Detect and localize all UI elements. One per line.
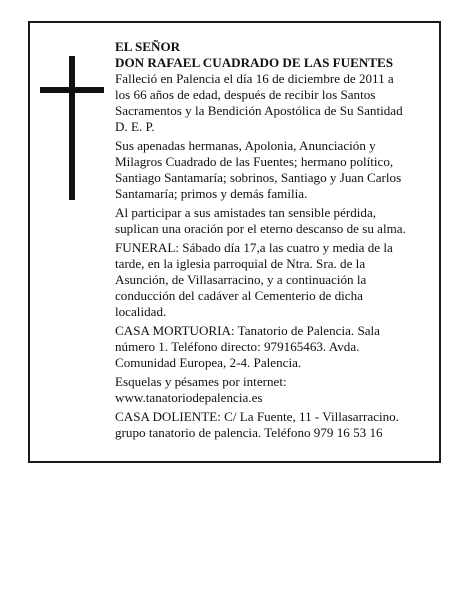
cross-horizontal-bar — [40, 87, 104, 93]
text-line: Comunidad Europea, 2-4. Palencia. — [115, 355, 302, 370]
honorific: EL SEÑOR — [115, 39, 181, 54]
text-line: Santamaría; primos y demás familia. — [115, 186, 308, 201]
text-line: Asunción, de Villasarracino, y a continuación la — [115, 272, 367, 287]
text-line: FUNERAL: Sábado día 17,a las cuatro y media de la — [115, 240, 393, 255]
mortuary-paragraph — [115, 323, 437, 371]
notice-text — [115, 39, 437, 441]
text-line: número 1. Teléfono directo: 979165463. Avda. — [115, 339, 360, 354]
text-line: suplican una oración por el eterno descanso de su alma. — [115, 221, 406, 236]
cross-vertical-bar — [69, 56, 75, 200]
text-line: conducción del cadáver al Cementerio de dicha — [115, 288, 363, 303]
deceased-name: DON RAFAEL CUADRADO DE LAS FUENTES — [115, 55, 394, 70]
text-line: Sacramentos y la Bendición Apostólica de Su Santidad — [115, 103, 403, 118]
text-line: localidad. — [115, 304, 167, 319]
text-line: Milagros Cuadrado de las Fuentes; hermano político, — [115, 154, 394, 169]
text-line: Sus apenadas hermanas, Apolonia, Anunciación y — [115, 138, 376, 153]
text-line: CASA DOLIENTE: C/ La Fuente, 11 - Villasarracino. — [115, 409, 399, 424]
text-line: CASA MORTUORIA: Tanatorio de Palencia. Sala — [115, 323, 380, 338]
text-line: tarde, en la iglesia parroquial de Ntra. Sra. de la — [115, 256, 366, 271]
death-announcement — [115, 71, 437, 135]
text-line: D. E. P. — [115, 119, 155, 134]
funeral-paragraph — [115, 240, 437, 320]
text-line: Santiago Santamaría; sobrinos, Santiago y Juan Carlos — [115, 170, 402, 185]
text-line: Esquelas y pésames por internet: — [115, 374, 287, 389]
cross-icon — [40, 56, 104, 200]
text-line: Falleció en Palencia el día 16 de diciembre de 2011 a — [115, 71, 394, 86]
text-line: los 66 años de edad, después de recibir los Santos — [115, 87, 376, 102]
text-line: grupo tanatorio de palencia. Teléfono 979 16 53 16 — [115, 425, 383, 440]
prayer-request-paragraph — [115, 205, 437, 237]
grieving-home-paragraph — [115, 409, 437, 441]
text-line: Al participar a sus amistades tan sensible pérdida, — [115, 205, 377, 220]
website-link: www.tanatoriodepalencia.es — [115, 390, 263, 405]
family-paragraph — [115, 138, 437, 202]
obituary-notice — [28, 21, 441, 463]
online-condolences-paragraph — [115, 374, 437, 406]
